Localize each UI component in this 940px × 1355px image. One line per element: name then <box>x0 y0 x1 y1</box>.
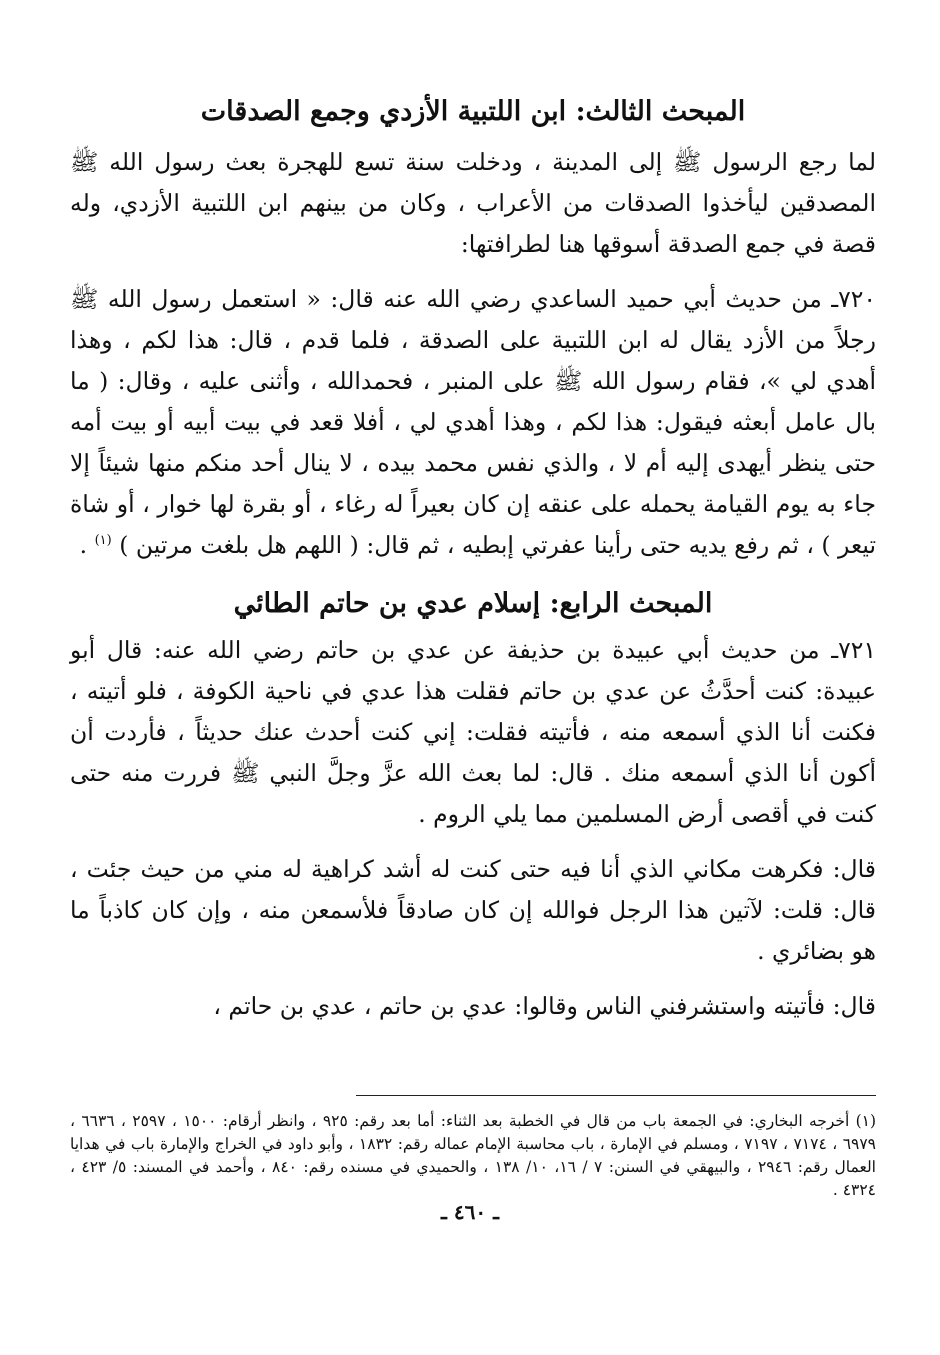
section-heading-adi-ibn-hatim: المبحث الرابع: إسلام عدي بن حاتم الطائي <box>233 588 713 619</box>
footnote-marker: (١) <box>94 533 112 549</box>
footnote: (١) أخرجه البخاري: في الجمعة باب من قال في الخطبة بعد الثناء: أما بعد رقم: ٩٢٥ ، وانظر أرقام: ١٥٠٠ ، ٢٥٩٧ ، ٦٦٣٦ ، ٦٩٧٩ ، ٧١٧٤ ، ٧١٩٧ ، ومسلم في الإمارة ، باب محاسبة الإمام عماله رقم: ١٨٣٢ ، وأبو داود في الخراج والإمارة باب في هدايا العمال رقم: ٢٩٤٦ ، والبيهقي في السنن: ٧ / ١٦، ١٠/ ١٣٨ ، والحميدي في مسنده رقم: ٨٤٠ ، وأحمد في المسند: ٥/ ٤٢٣ ، ٤٣٢٤ . <box>70 1112 877 1199</box>
paragraph-4: قال: فأتيته واستشرفني الناس وقالوا: عدي بن حاتم ، عدي بن حاتم ، <box>213 992 876 1020</box>
hadith-720-paragraph <box>70 279 876 566</box>
hadith-720-text: ٧٢٠ـ من حديث أبي حميد الساعدي رضي الله عنه قال: « استعمل رسول الله ﷺ رجلاً من الأزد يقال له ابن اللتبية على الصدقة ، فلما قدم ، قال: هذا لكم ، وهذا أهدي لي »، فقام رسول الله ﷺ على المنبر ، فحمدالله ، وأثنى عليه ، وقال: ( ما بال عامل أبعثه فيقول: هذا لكم ، وهذا أهدي لي ، أفلا قعد في بيت أبيه أو بيت أمه حتى ينظر أيهدى إليه أم لا ، والذي نفس محمد بيده ، لا ينال أحد منكم منها شيئاً إلا جاء به يوم القيامة يحمله على عنقه إن كان بعيراً له رغاء ، أو بقرة لها خوار ، أو شاة تيعر ) ، ثم رفع يديه حتى رأينا عفرتي إبطيه ، ثم قال: ( اللهم هل بلغت مرتين ) <box>70 285 876 559</box>
hadith-720-end: . <box>79 531 95 559</box>
section-heading-ibn-lutbiyya: المبحث الثالث: ابن اللتبية الأزدي وجمع الصدقات <box>200 96 746 127</box>
footnote-divider <box>356 1095 876 1096</box>
hadith-721-paragraph: ٧٢١ـ من حديث أبي عبيدة بن حذيفة عن عدي بن حاتم رضي الله عنه: قال أبو عبيدة: كنت أحدَّثُ عن عدي بن حاتم فقلت هذا عدي في ناحية الكوفة ، فلو أتيته ، فكنت أنا الذي أسمعه منه ، فأتيته فقلت: إني كنت أحدث عنك حديثاً ، فأردت أن أكون أنا الذي أسمعه منك . قال: لما بعث الله عزَّ وجلَّ النبي ﷺ فررت منه حتى كنت في أقصى أرض المسلمين مما يلي الروم . <box>70 636 876 828</box>
paragraph-3: قال: فكرهت مكاني الذي أنا فيه حتى كنت له أشد كراهية له مني من حيث جئت ، قال: قلت: لآتين هذا الرجل فوالله إن كان صادقاً فلأسمعن منه ، وإن كان كاذباً ما هو بضائري . <box>70 855 876 965</box>
book-page <box>70 80 876 1320</box>
page-number: ـ ٤٦٠ ـ <box>441 1200 499 1224</box>
intro-paragraph: لما رجع الرسول ﷺ إلى المدينة ، ودخلت سنة تسع للهجرة بعث رسول الله ﷺ المصدقين ليأخذوا الصدقات من الأعراب ، وكان من بينهم ابن اللتبية الأزدي، وله قصة في جمع الصدقة أسوقها هنا لطرافتها: <box>70 148 876 258</box>
